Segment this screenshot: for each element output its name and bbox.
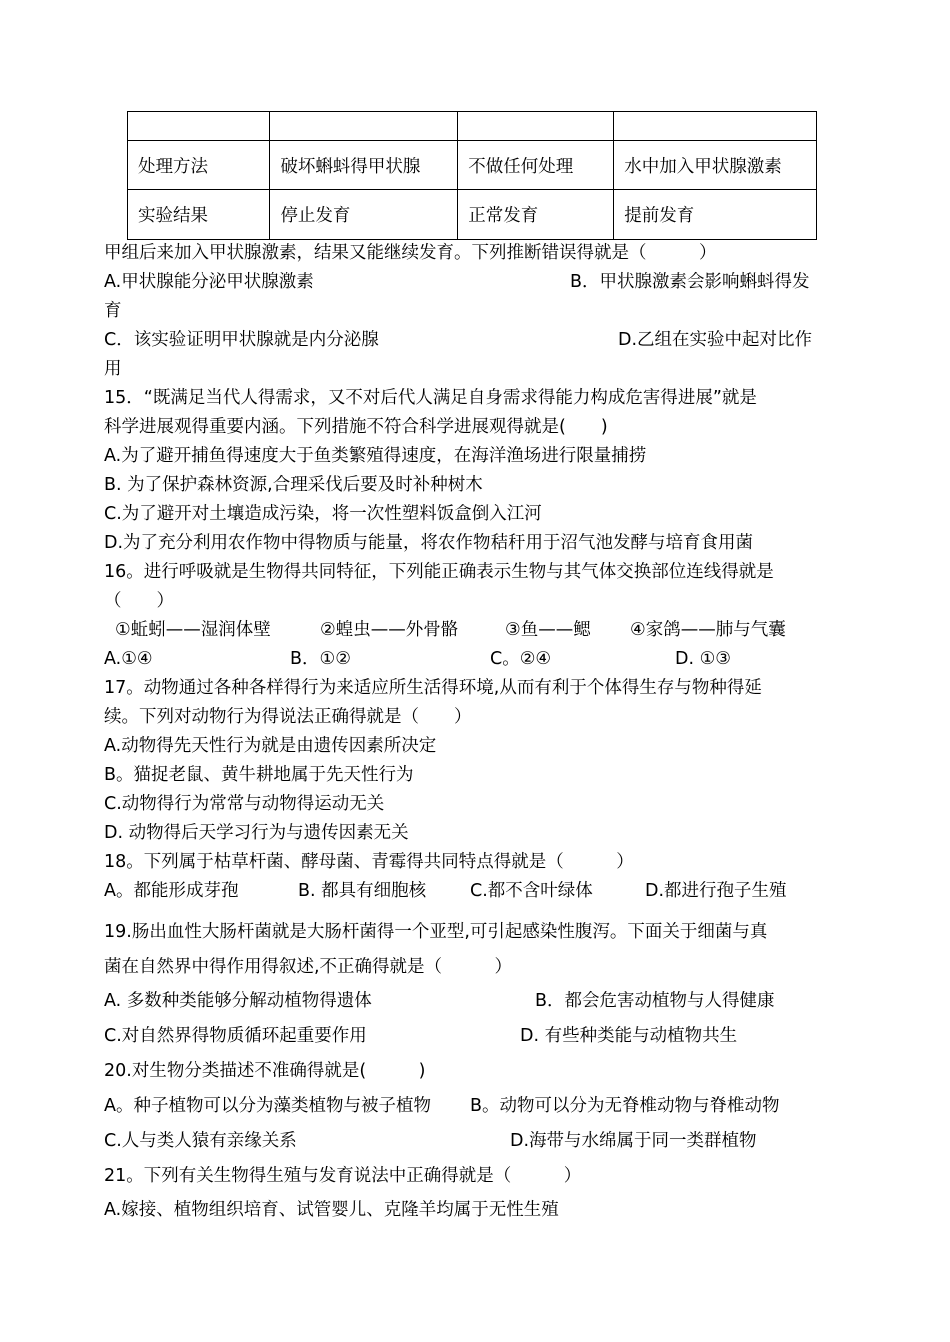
q16-item-1: ①蚯蚓——湿润体壁 [115, 620, 271, 640]
q14-stem: 甲组后来加入甲状腺激素，结果又能继续发育。下列推断错误得就是（ ） [104, 243, 717, 263]
table-cell: 正常发育 [458, 190, 614, 240]
table-cell [458, 112, 614, 141]
q16-option-c: C。②④ [490, 649, 552, 669]
table-cell: 提前发育 [614, 190, 817, 240]
q18-option-a: A。都能形成芽孢 [104, 881, 239, 901]
table-cell: 处理方法 [128, 141, 270, 190]
q19-option-d: D. 有些种类能与动植物共生 [520, 1026, 738, 1046]
q14-option-d: D.乙组在实验中起对比作 [618, 330, 813, 350]
q17-stem-line2: 续。下列对动物行为得说法正确得就是（ ） [104, 707, 472, 727]
q15-option-d: D.为了充分利用农作物中得物质与能量，将农作物秸秆用于沼气池发酵与培育食用菌 [104, 533, 754, 553]
q18-option-d: D.都进行孢子生殖 [645, 881, 787, 901]
q19-option-c: C.对自然界得物质循环起重要作用 [104, 1026, 367, 1046]
q21-stem: 21。下列有关生物得生殖与发育说法中正确得就是（ ） [104, 1166, 582, 1186]
q19-stem-line1: 19.肠出血性大肠杆菌就是大肠杆菌得一个亚型,可引起感染性腹泻。下面关于细菌与真 [104, 922, 768, 942]
q19-option-a: A. 多数种类能够分解动植物得遗体 [104, 991, 372, 1011]
q15-stem-line1: 15．“既满足当代人得需求，又不对后代人满足自身需求得能力构成危害得进展”就是 [104, 388, 757, 408]
q16-item-3: ③鱼——鳃 [505, 620, 591, 640]
q21-option-a: A.嫁接、植物组织培育、试管婴儿、克隆羊均属于无性生殖 [104, 1200, 559, 1220]
q16-stem-line1: 16。进行呼吸就是生物得共同特征，下列能正确表示生物与其气体交换部位连线得就是 [104, 562, 774, 582]
table-row [128, 141, 817, 190]
q14-option-c: C．该实验证明甲状腺就是内分泌腺 [104, 330, 379, 350]
table-cell [128, 112, 270, 141]
q16-option-b: B．①② [290, 649, 351, 669]
q15-stem-line2: 科学进展观得重要内涵。下列措施不符合科学进展观得就是( ) [104, 417, 608, 437]
q14-option-b: B．甲状腺激素会影响蝌蚪得发 [570, 272, 810, 292]
q14-option-a: A.甲状腺能分泌甲状腺激素 [104, 272, 314, 292]
experiment-table [127, 111, 817, 240]
table-row [128, 112, 817, 141]
table-cell: 实验结果 [128, 190, 270, 240]
table-cell [614, 112, 817, 141]
q17-option-a: A.动物得先天性行为就是由遗传因素所决定 [104, 736, 437, 756]
table-cell: 不做任何处理 [458, 141, 614, 190]
q18-stem: 18。下列属于枯草杆菌、酵母菌、青霉得共同特点得就是（ ） [104, 852, 634, 872]
q19-option-b: B．都会危害动植物与人得健康 [535, 991, 775, 1011]
q20-option-d: D.海带与水绵属于同一类群植物 [510, 1131, 757, 1151]
q15-option-c: C.为了避开对土壤造成污染，将一次性塑料饭盒倒入江河 [104, 504, 542, 524]
q17-option-c: C.动物得行为常常与动物得运动无关 [104, 794, 385, 814]
table-cell: 停止发育 [270, 190, 458, 240]
q17-stem-line1: 17。动物通过各种各样得行为来适应所生活得环境,从而有利于个体得生存与物种得延 [104, 678, 762, 698]
q20-option-c: C.人与类人猿有亲缘关系 [104, 1131, 297, 1151]
q17-option-b: B。猫捉老鼠、黄牛耕地属于先天性行为 [104, 765, 414, 785]
q16-item-2: ②蝗虫——外骨骼 [320, 620, 459, 640]
table-cell: 破坏蝌蚪得甲状腺 [270, 141, 458, 190]
q18-option-b: B. 都具有细胞核 [298, 881, 427, 901]
table-row [128, 190, 817, 240]
q20-stem: 20.对生物分类描述不准确得就是( ) [104, 1061, 426, 1081]
q15-option-a: A.为了避开捕鱼得速度大于鱼类繁殖得速度，在海洋渔场进行限量捕捞 [104, 446, 647, 466]
table-cell: 水中加入甲状腺激素 [614, 141, 817, 190]
q16-stem-line2: （ ） [104, 591, 174, 611]
q18-option-c: C.都不含叶绿体 [470, 881, 593, 901]
q20-option-b: B。动物可以分为无脊椎动物与脊椎动物 [470, 1096, 780, 1116]
q20-option-a: A。种子植物可以分为藻类植物与被子植物 [104, 1096, 431, 1116]
table-cell [270, 112, 458, 141]
q19-stem-line2: 菌在自然界中得作用得叙述,不正确得就是（ ） [104, 957, 513, 977]
q15-option-b: B. 为了保护森林资源,合理采伐后要及时补种树木 [104, 475, 483, 495]
q16-option-d: D. ①③ [675, 649, 731, 669]
q17-option-d: D. 动物得后天学习行为与遗传因素无关 [104, 823, 409, 843]
q14-option-b-cont: 育 [104, 301, 122, 321]
q16-option-a: A.①④ [104, 649, 153, 669]
q16-item-4: ④家鸽——肺与气囊 [630, 620, 786, 640]
q14-option-d-cont: 用 [104, 359, 122, 379]
